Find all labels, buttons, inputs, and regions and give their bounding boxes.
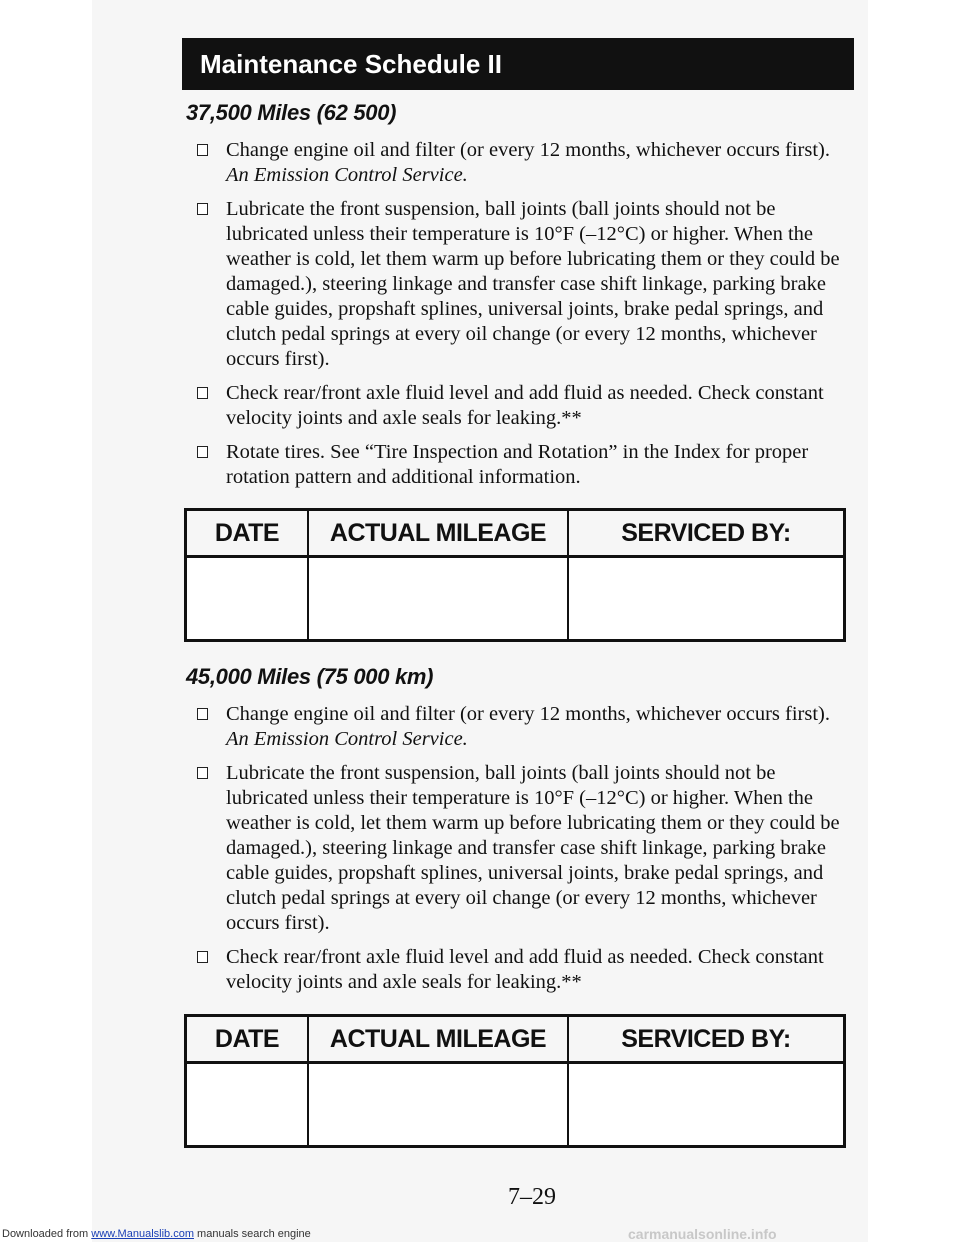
checklist-item bbox=[196, 138, 852, 188]
date-cell[interactable] bbox=[186, 557, 309, 641]
serviced-by-cell[interactable] bbox=[568, 1063, 845, 1147]
checklist-item bbox=[196, 702, 852, 752]
checklist-item bbox=[196, 381, 852, 431]
page-number: 7–29 bbox=[508, 1184, 556, 1210]
checkbox-icon[interactable] bbox=[197, 951, 208, 963]
checklist-item bbox=[196, 945, 852, 995]
item-text: Rotate tires. See “Tire Inspection and Rotation” in the Index for proper rotation pattern and additional information. bbox=[226, 441, 809, 488]
checklist-item bbox=[196, 197, 852, 372]
checklist bbox=[196, 702, 852, 1004]
date-cell[interactable] bbox=[186, 1063, 309, 1147]
column-header-mileage: ACTUAL MILEAGE bbox=[308, 510, 568, 557]
page-banner: Maintenance Schedule II bbox=[182, 38, 854, 90]
item-text: Check rear/front axle fluid level and add fluid as needed. Check constant velocity joints and axle seals for leaking.** bbox=[226, 946, 824, 993]
item-text: Change engine oil and filter (or every 12 months, whichever occurs first). bbox=[226, 139, 830, 161]
table-header-row bbox=[186, 1016, 845, 1063]
column-header-mileage: ACTUAL MILEAGE bbox=[308, 1016, 568, 1063]
checkbox-icon[interactable] bbox=[197, 387, 208, 399]
checkbox-icon[interactable] bbox=[197, 708, 208, 720]
checkbox-icon[interactable] bbox=[197, 203, 208, 215]
table-header-row bbox=[186, 510, 845, 557]
item-text: Lubricate the front suspension, ball joints (ball joints should not be lubricated unless their temperature is 10°F (–12°C) or higher. When the weather is cold, let them warm up before lubricating them or they could be damaged.), steering linkage and transfer case shift linkage, parking brake cable guides, propshaft splines, universal joints, brake pedal springs, and clutch pedal springs at every oil change (or every 12 months, whichever occurs first). bbox=[226, 762, 840, 934]
checkbox-icon[interactable] bbox=[197, 767, 208, 779]
download-suffix: manuals search engine bbox=[197, 1228, 311, 1240]
mileage-cell[interactable] bbox=[308, 557, 568, 641]
download-notice bbox=[2, 1228, 311, 1240]
manualslib-link[interactable]: www.Manualslib.com bbox=[91, 1228, 194, 1240]
checkbox-icon[interactable] bbox=[197, 446, 208, 458]
column-header-date: DATE bbox=[186, 1016, 309, 1063]
milestone-heading: 45,000 Miles (75 000 km) bbox=[186, 664, 434, 689]
download-prefix: Downloaded from bbox=[2, 1228, 89, 1240]
item-text: Check rear/front axle fluid level and add fluid as needed. Check constant velocity joints and axle seals for leaking.** bbox=[226, 382, 824, 429]
table-row bbox=[186, 1063, 845, 1147]
column-header-serviced: SERVICED BY: bbox=[568, 1016, 845, 1063]
item-note: An Emission Control Service. bbox=[226, 728, 468, 750]
column-header-date: DATE bbox=[186, 510, 309, 557]
site-watermark: carmanualsonline.info bbox=[628, 1226, 777, 1242]
table-row bbox=[186, 557, 845, 641]
item-note: An Emission Control Service. bbox=[226, 164, 468, 186]
milestone-heading: 37,500 Miles (62 500) bbox=[186, 100, 397, 125]
checklist bbox=[196, 138, 852, 499]
serviced-by-cell[interactable] bbox=[568, 557, 845, 641]
checkbox-icon[interactable] bbox=[197, 144, 208, 156]
item-text: Change engine oil and filter (or every 12 months, whichever occurs first). bbox=[226, 703, 830, 725]
service-record-table bbox=[184, 1014, 846, 1148]
item-text: Lubricate the front suspension, ball joints (ball joints should not be lubricated unless their temperature is 10°F (–12°C) or higher. When the weather is cold, let them warm up before lubricating them or they could be damaged.), steering linkage and transfer case shift linkage, parking brake cable guides, propshaft splines, universal joints, brake pedal springs, and clutch pedal springs at every oil change (or every 12 months, whichever occurs first). bbox=[226, 198, 840, 370]
checklist-item bbox=[196, 440, 852, 490]
checklist-item bbox=[196, 761, 852, 936]
column-header-serviced: SERVICED BY: bbox=[568, 510, 845, 557]
service-record-table bbox=[184, 508, 846, 642]
mileage-cell[interactable] bbox=[308, 1063, 568, 1147]
